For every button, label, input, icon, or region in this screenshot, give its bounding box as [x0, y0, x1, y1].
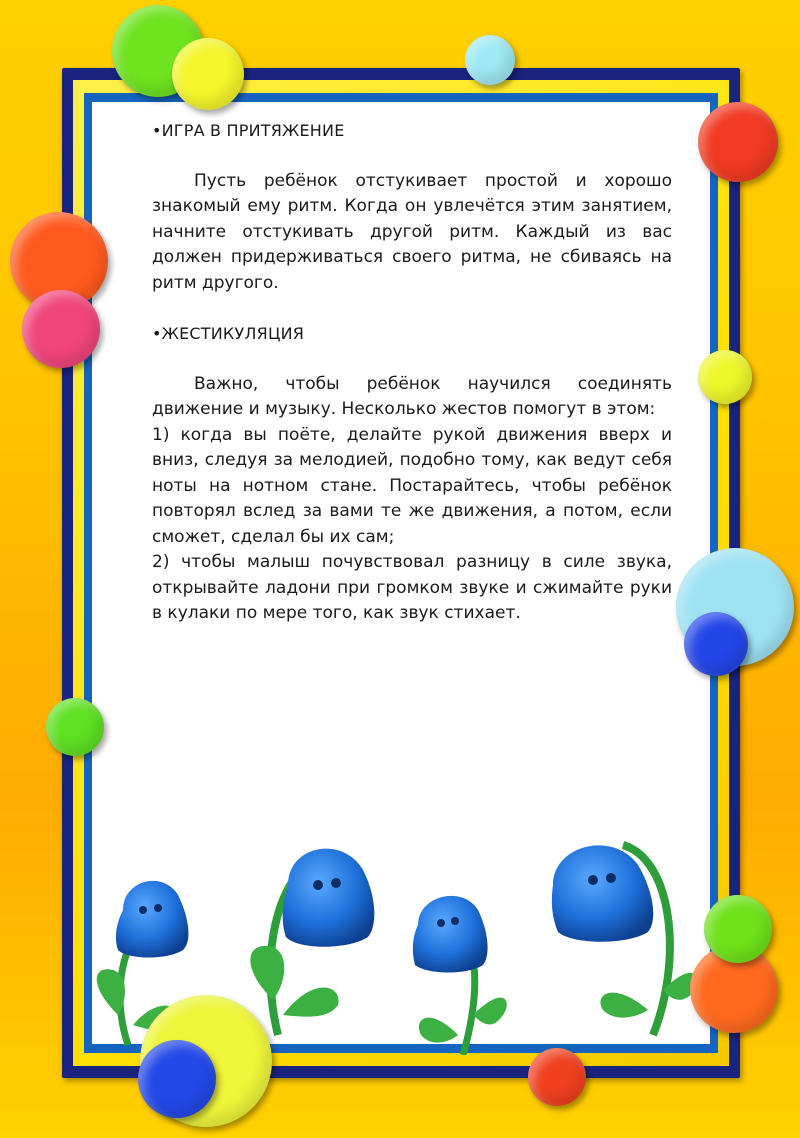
bellflower-icon [413, 896, 507, 1055]
article [152, 118, 672, 627]
paragraph: 2) чтобы малыш почувствовал разницу в силе звука, открывайте ладони при громком звуке и сжимайте руки в кулаки по мере того, как звук стихает. [152, 552, 672, 623]
red-circle [528, 1048, 586, 1106]
green-circle [704, 895, 772, 963]
blue-circle [684, 612, 748, 676]
paragraph: Важно, чтобы ребёнок научился соединять движение и музыку. Несколько жестов помогут в этом: [152, 373, 672, 419]
yellow-circle [698, 350, 752, 404]
bellflower-icon [552, 845, 697, 1035]
green-circle [46, 698, 104, 756]
blue-circle [138, 1040, 216, 1118]
paragraph: Пусть ребёнок отстукивает простой и хорошо знакомый ему ритм. Когда он увлечётся этим занятием, начните отстукивать другой ритм. Каждый из вас должен придерживаться своего ритма, не сбиваясь на ритм другого. [152, 170, 672, 293]
section-heading: •ИГРА В ПРИТЯЖЕНИЕ [152, 121, 345, 140]
red-circle [698, 102, 778, 182]
pink-circle [22, 290, 100, 368]
paragraph: 1) когда вы поёте, делайте рукой движения вверх и вниз, следуя за мелодией, подобно тому, как ведут себя ноты на нотном стане. Постарайтесь, чтобы ребёнок повторял вслед за вами те же движения, а потом, если сможет, сделал бы их сам; [152, 424, 672, 547]
bellflower-icon [250, 849, 374, 1035]
section-heading: •ЖЕСТИКУЛЯЦИЯ [152, 324, 305, 343]
yellow-circle [172, 38, 244, 110]
cyan-circle [465, 35, 515, 85]
